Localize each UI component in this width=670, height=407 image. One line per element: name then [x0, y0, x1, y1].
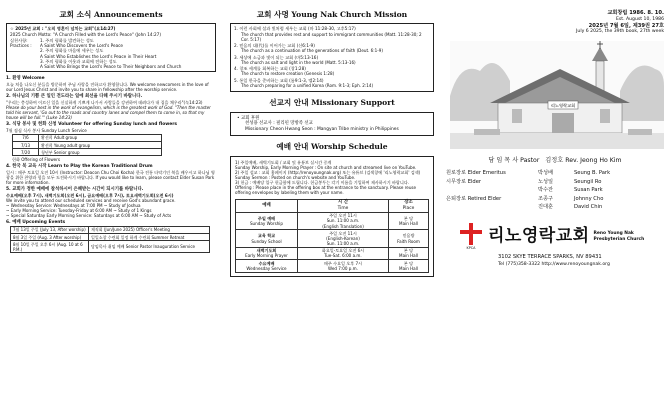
service-place: 본 당 Main Hall	[389, 247, 429, 259]
event-name: 담임목사 취임 예배 Senior Pastor Inauguration Service	[89, 241, 210, 253]
worship-note: Sunday Worship, Early Morning Prayer : On site at church and streamed live on YouTube.	[235, 164, 417, 170]
logo-name: 리노영락교회	[488, 225, 590, 246]
staff-role: 원로장로 Elder Emeritus	[446, 170, 506, 177]
church-logo	[446, 223, 664, 250]
practice-item: A Saint Who Discovers the Lord's Peace	[40, 43, 124, 49]
mission-ko: 5. 통일 한국을 준비하는 교회 (롬9:1-3, 엡2:14)	[234, 77, 324, 83]
worship-note: Offering : Please place in the offering box at the entrance to the sanctuary. Please reuse offering envelopes by labeling them with your name.	[235, 185, 417, 196]
cross-icon	[460, 223, 482, 245]
mission-ko: 1. 이런 사회에 설과 빛처럼 세우는 교회 (마 11:28-30, 고후5:17)	[234, 26, 356, 32]
event-name: 일일소창 수련회 일정 하계 수련회 Summer Retreat	[89, 233, 210, 240]
practice-item: 2. 주의 평화를 마음에 세우는 성도	[40, 48, 104, 54]
service-time: 매주 수요일 오후 7시 Wed 7:00 p.m.	[298, 260, 389, 272]
mission-ko: 2. 믿음의 대(代)를 이어가는 교회 (신6:1-9)	[234, 43, 315, 49]
table-row	[236, 260, 429, 272]
table-row	[13, 141, 162, 148]
drum-text: 일시 : 매주 토요일 오전 10시 (Instructor: Deacon Chu Choi Kocha) 한국 전통 타악기인 북을 배우시고 하나님 영광을 위한 찬양과 힘을 모두 도전하시기 바랍니다. If you would like to learn, please contact Elder Susan Park for more information.	[6, 169, 215, 186]
table-row	[11, 226, 210, 233]
table-row	[236, 230, 429, 248]
service-name: 수요예배 Wednesday Service	[236, 260, 298, 272]
missionary-line: 천성용 선교사 : 필리핀 망방족 선교	[245, 121, 313, 127]
service-time: 주일 오전 11시 (English-Korean) Sun. 11:00 a.m.	[298, 230, 389, 248]
schedule-item: ~ Early Morning Service: Tuesday-Friday at 6:00 AM ~ Study of 1 Kings	[6, 208, 152, 214]
mission-en: The church that provides rest and support to immigrant communities (Matt. 11:28-30; 2 Cor. 5:17)	[241, 31, 422, 42]
worship-note: 1) 주일예배, 새벽기도회 / 교회 및 유튜브 실시간 중계	[235, 159, 332, 165]
list-item	[234, 66, 430, 76]
list-item	[234, 43, 430, 53]
pastor-label: 담 임 목 사 Pastor	[488, 156, 540, 164]
list-item	[234, 26, 430, 41]
staff-name-ko: 박수잔	[538, 187, 554, 194]
worship-table	[235, 199, 429, 273]
evangelism-text-en: Please do your best in the work of evangelism, which is the greatest work of God. "Then the master told his servant, 'Go out to the roads and country lanes and compel them to come in, so that my house will be full.'" (Luke 14:23)	[6, 104, 211, 121]
col-header: 예배	[236, 199, 298, 212]
event-date: 8월 10일 주일 오후 6시 (Aug. 10 at 6 P.M.)	[11, 241, 89, 253]
mission-title: 교회 사명 Young Nak Church Mission	[256, 10, 408, 19]
pastor-line	[446, 157, 664, 165]
church-address: 3102 SKYE TERRACE SPARKS, NV 89431	[498, 254, 602, 261]
event-date: 7월 13일 주일 (July 13, After worship)	[11, 226, 89, 233]
established-date: Est. August 10, 1986	[615, 16, 664, 22]
table-row	[11, 241, 210, 253]
pastor-name: 김정호 Rev. Jeong Ho Kim	[545, 156, 622, 164]
service-place: 믿음방 Faith Room	[389, 230, 429, 248]
staff-list	[446, 170, 664, 211]
welcome-title: 1. 환영 Welcome	[6, 76, 45, 82]
worship-note: 2) 주일 설교 : 교회 홈페이지 (http://renoyoungnak.org) 또는 유튜브 (검색창에 '리노영락교회' 검색)	[235, 170, 421, 176]
church-sign: 리노영락교회	[550, 103, 576, 109]
lunch-date: 7/6	[13, 134, 39, 141]
service-name: 교육 학교 Sunday School	[236, 230, 298, 248]
church-building-image	[450, 41, 664, 149]
lunch-group: 황선희 Young adult group	[39, 141, 162, 148]
theme-box	[6, 23, 216, 72]
missionary-line: Missionary Cheon Hwang Seon : Mangyan Tribe ministry in Philippines	[245, 126, 399, 132]
lunch-title: 3. 식당 봉사 및 헌화 신청 Volunteer for offering Sunday lunch and flowers	[6, 122, 178, 128]
issue-date-ko: 2025년 7월 6일, 제39권 27호	[588, 22, 664, 29]
service-place: 본 당 Main Hall	[389, 212, 429, 230]
lunch-table	[12, 134, 162, 157]
mission-en: The church as a continuation of the generations of faith (Deut. 6:1-9)	[241, 48, 383, 54]
evangelism-title: 2. 하나님의 기쁨 큰 일인 전도라는 일에 최선을 다해 주시기 바랍니다.	[6, 94, 143, 100]
table-row	[236, 212, 429, 230]
attend-text: 수요예배(오후 7시), 새벽기도회(오전 6시), 금요예배(오후 7시), 토요새벽기도회(오전 6시)	[6, 192, 174, 198]
staff-name-en: David Chin	[574, 204, 603, 211]
missionary-title: 선교지 안내 Missionary Support	[269, 98, 395, 108]
staff-name-en: Seung B. Park	[574, 170, 611, 177]
staff-name-en: Seungil Ro	[574, 178, 602, 185]
service-place: 본 당 Main Hall	[389, 260, 429, 272]
table-row	[11, 233, 210, 240]
drum-title: 4. 한국 북 교육 시작 Learn to Play the Korean Traditional Drum	[6, 164, 153, 170]
list-item	[234, 55, 430, 65]
cover-column	[442, 0, 670, 407]
mission-column	[224, 0, 440, 407]
staff-name-en: Johnny Cho	[574, 195, 604, 202]
staff-name-ko: 조종구	[538, 195, 554, 202]
logo-subtitle: Reno Young Nak Presbyterian Church	[593, 231, 645, 242]
mission-en: The church to restore creation (Genesis 1:28)	[241, 71, 335, 77]
motto-line-en: 2025 Church Motto: "A Church Filled with the Lord's Peace" (John 14:27)	[10, 31, 161, 37]
kpca-label: KPCA	[466, 245, 476, 250]
staff-role	[446, 187, 538, 194]
mission-en: The church preparing for a unified Korea (Rom. 9:1-3; Eph. 2:14)	[241, 83, 374, 89]
lunch-subtitle: 7월 점심 식사 봉사 Sunday Lunch Service	[6, 127, 87, 133]
bulletin-header	[446, 10, 664, 35]
event-date: 8월 3일 주일 (Aug. 3 After worship)	[11, 233, 89, 240]
flower-title: 헌화 Offering of Flowers	[12, 157, 61, 163]
worship-note: 3) 헌금 : 예배당 입구 헌금함에 드립니다. 헌금봉투는 각기 이름을 기입하여 제사하시기 바랍니다.	[235, 180, 410, 186]
lunch-date: 7/20	[13, 149, 39, 156]
table-row	[236, 199, 429, 212]
staff-name-ko: 노성일	[538, 178, 554, 185]
mission-box	[230, 23, 434, 92]
missionary-box	[230, 112, 434, 137]
service-name: 새벽기도회 Early Morning Prayer	[236, 247, 298, 259]
church-contact: Tel (775)358-3322 http://www.renoyoungnak.org	[498, 261, 610, 267]
service-name: 주일 예배 Sunday Worship	[236, 212, 298, 230]
lunch-date: 7/13	[13, 141, 39, 148]
schedule-item: ~ Wednesday Service: Wednesdays at 7:00 PM ~ Study of Joshua	[6, 202, 141, 208]
practice-item: 1. 주의 평화를 발견하는 성도	[40, 37, 94, 43]
practice-item: A Saint Who Brings the Lord's Peace to Their Neighbors and Church	[40, 64, 182, 70]
practices-label: 실천사항:	[10, 37, 28, 43]
schedule-item: ~ Special Saturday Early Morning Service: Saturdays at 6:00 AM ~ Study of Acts	[6, 213, 172, 219]
staff-name-ko: 박성배	[538, 170, 554, 177]
col-header: 장소 Place	[389, 199, 429, 212]
mission-ko: 3. 세상에 소금과 빛이 되는 교회 (마5:13-16)	[234, 54, 319, 60]
staff-name-en: Susan Park	[574, 187, 603, 194]
service-time: 화요일-토요일 오전 6시 Tue-Sat. 6:00 a.m.	[298, 247, 389, 259]
welcome-text: 오늘 처음 나오신 분들을 방문하며 주님 사랑을 전하고자 환영합니다. We welcome newcomers in the love of our Lord Jesus Christ and invite you to share in fellowship after the worship service.	[6, 81, 209, 93]
list-item	[234, 78, 430, 88]
motto-line: ☆ 2025년 교회 : "오직 영혼이 넘치는 교회"(요14:27)	[10, 26, 116, 32]
attend-title: 5. 교회가 정한 예배에 참석하시어 은혜받는 시간이 되시기를 바랍니다.	[6, 187, 144, 193]
lunch-group: 황선희 Adult group	[39, 134, 162, 141]
worship-title: 예배 안내 Worship Schedule	[276, 142, 388, 152]
evangelism-text: "우리는 충성하여 이르신 일을 신실하게 기쁘게 나가서 사람들을 강권하여 데려다가 내 집을 채우라"(눅14:23)	[6, 99, 203, 105]
founded-date: 교회창립 1986. 8. 10.	[607, 10, 664, 16]
staff-role	[446, 204, 538, 211]
worship-note: Sunday Sermon : Posted on church's website and YouTube.	[235, 175, 356, 181]
staff-role: 은퇴장로 Retired Elder	[446, 195, 502, 202]
issue-date-en: July 6 2025, the 39th book, 27th week	[576, 29, 664, 35]
attend-text-en: We invite you to attend our scheduled services and receive God's abundant grace.	[6, 197, 176, 203]
mission-en: The church as salt and light in the world (Matt. 5:13-16)	[241, 59, 356, 65]
table-row	[13, 149, 162, 156]
missionary-line: • 교회 후원	[237, 115, 260, 121]
practice-item: 3. 주의 평화를 이웃과 교회에 전하는 성도	[40, 58, 117, 64]
events-table	[10, 226, 210, 254]
staff-name-ko: 진대훈	[538, 204, 554, 211]
announcements-column	[0, 0, 222, 407]
event-name: 제직회 (Jun/June 2025) Officer's Meeting	[89, 226, 210, 233]
practice-item: A Saint Who Establishes the Lord's Peace in Their Heart	[40, 53, 157, 59]
lunch-group: 청년부 Senior group	[39, 149, 162, 156]
mission-ko: 4. 창조 세계를 회복하는 교회 (창1:28)	[234, 66, 306, 72]
staff-role: 시무장로 Elder	[446, 178, 482, 185]
worship-box	[230, 156, 434, 277]
service-time: 주일 오전 11시 Sun. 11:00 a.m. (English Translation)	[298, 212, 389, 230]
col-header: 시 간 Time	[298, 199, 389, 212]
table-row	[236, 247, 429, 259]
practices-label-en: Practices :	[10, 43, 32, 49]
announcements-title: 교회 소식 Announcements	[59, 10, 163, 19]
table-row	[13, 134, 162, 141]
events-title: 6. 예배 Upcoming Events	[6, 220, 66, 226]
